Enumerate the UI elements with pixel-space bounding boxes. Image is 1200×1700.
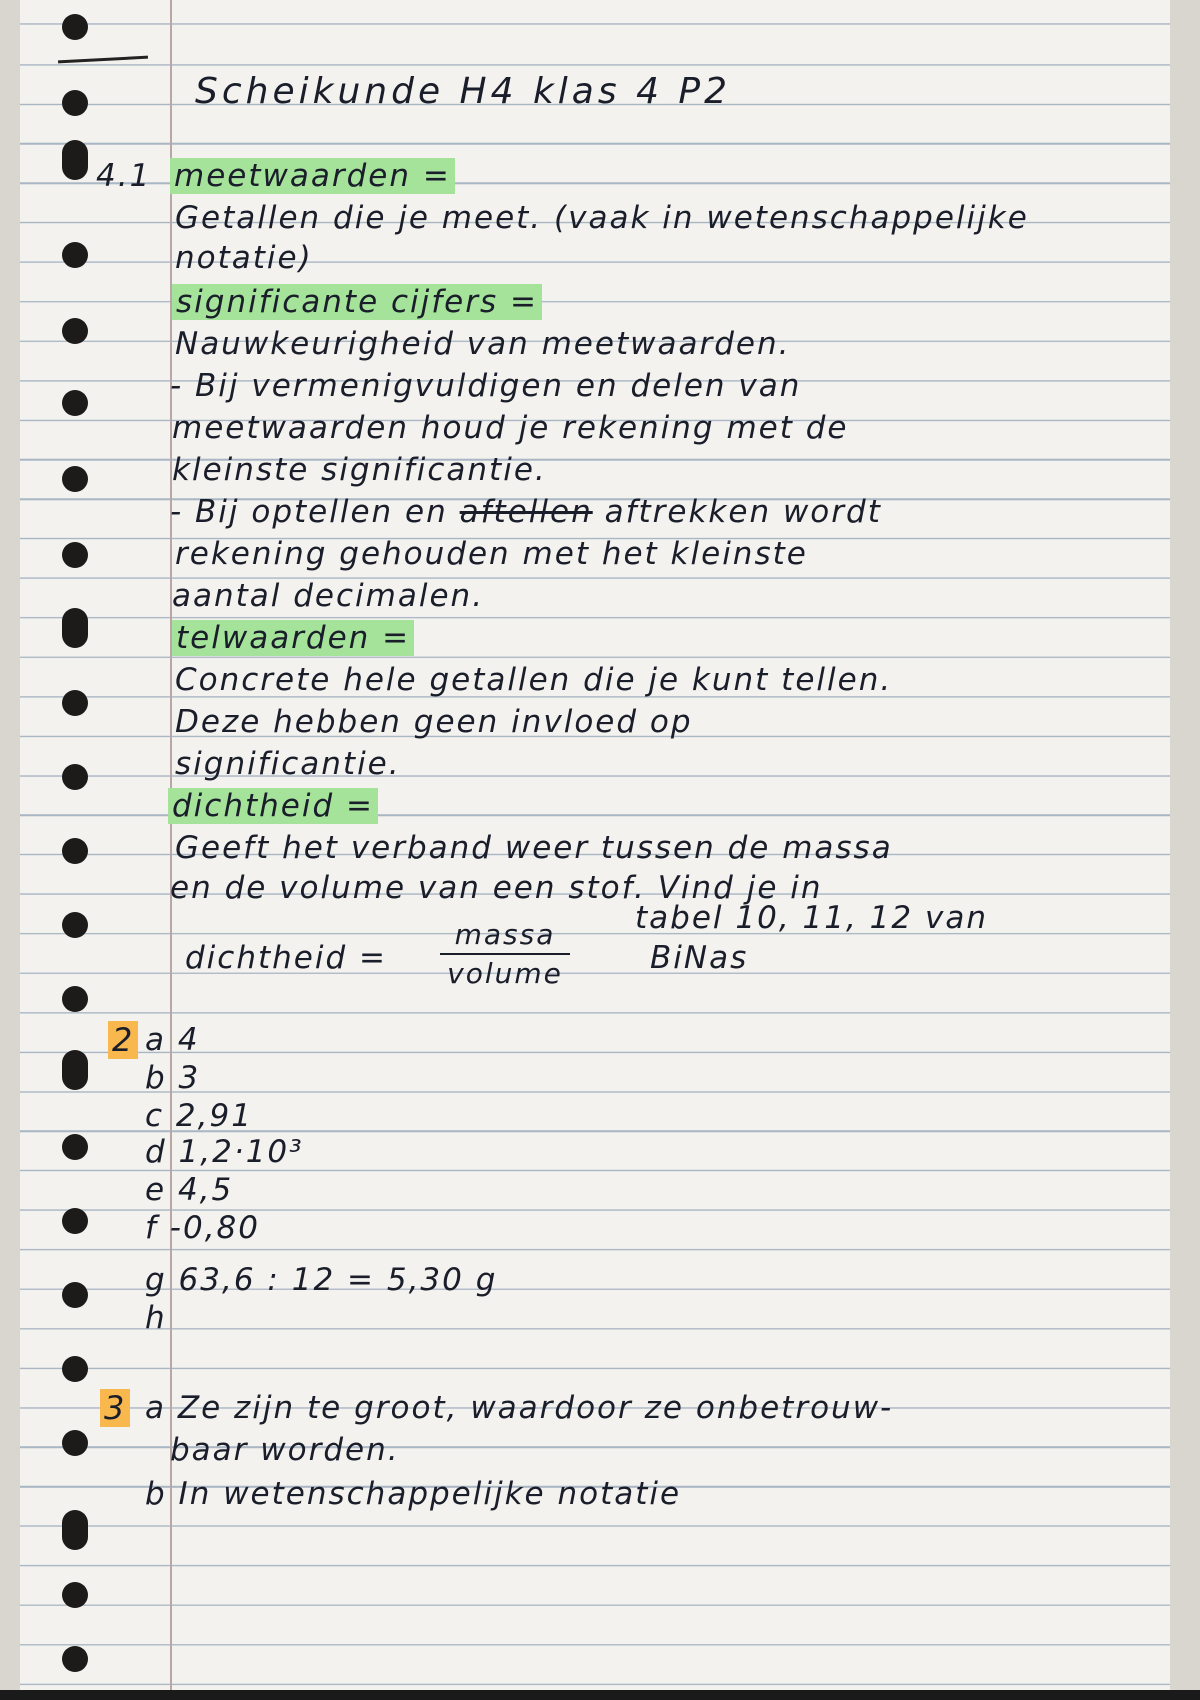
note-line [170,494,882,530]
formula-lhs: dichtheid = [185,940,387,976]
answer-row: baar worden. [170,1432,400,1468]
note-line: en de volume van een stof. Vind je in [170,870,823,906]
binder-hole [62,542,88,568]
heading-dichtheid: dichtheid = [168,788,378,824]
answer-row: e 4,5 [145,1172,234,1208]
binder-hole [62,90,88,116]
answer-row: h [145,1300,167,1336]
note-line: kleinste significantie. [172,452,547,488]
answer-row: c 2,91 [145,1098,253,1134]
answer-row: d 1,2·10³ [145,1134,304,1170]
note-line: notatie) [175,240,313,276]
answer-row: a 4 [145,1022,200,1058]
binder-hole [62,764,88,790]
binder-hole [62,390,88,416]
answer-row: a Ze zijn te groot, waardoor ze onbetrouw- [145,1390,894,1426]
binder-hole [62,1356,88,1382]
note-fragment: - Bij optellen en [170,494,448,530]
density-fraction [440,918,570,990]
note-line: aantal decimalen. [172,578,485,614]
binder-hole [62,140,88,180]
fraction-numerator: massa [454,918,556,951]
notebook-page [20,0,1170,1700]
fraction-bar [440,953,570,955]
note-line: Nauwkeurigheid van meetwaarden. [175,326,791,362]
binder-hole [62,986,88,1012]
note-line: meetwaarden houd je rekening met de [172,410,849,446]
section-number: 4.1 [96,158,152,194]
binder-hole [62,690,88,716]
binder-hole [62,608,88,648]
crossed-out-word: aftellen [459,494,593,530]
binder-hole [62,242,88,268]
page-title: Scheikunde H4 klas 4 P2 [195,71,732,112]
answer-row: g 63,6 : 12 = 5,30 g [145,1262,498,1298]
fraction-denominator: volume [447,957,563,990]
binder-hole [62,1430,88,1456]
binder-hole [62,1510,88,1550]
binder-hole [62,912,88,938]
answer-row: b 3 [145,1060,201,1096]
note-line: rekening gehouden met het kleinste [175,536,808,572]
binder-hole [62,1646,88,1672]
question-2-number: 2 [108,1022,138,1058]
binder-hole [62,318,88,344]
heading-telwaarden: telwaarden = [172,620,414,656]
answer-row: b In wetenschappelijke notatie [145,1476,682,1512]
pen-mark [58,56,148,64]
note-line: Concrete hele getallen die je kunt tellen. [175,662,893,698]
heading-significante-cijfers: significante cijfers = [172,284,542,320]
binder-hole [62,1134,88,1160]
note-line: Getallen die je meet. (vaak in wetenschappelijke [175,200,1029,236]
binder-hole [62,1050,88,1090]
note-line: Geeft het verband weer tussen de massa [175,830,893,866]
binder-hole [62,1582,88,1608]
binder-hole [62,838,88,864]
binas-reference: BiNas [650,940,749,976]
page-bottom-edge [0,1690,1200,1700]
binder-hole [62,466,88,492]
note-fragment: aftrekken wordt [604,494,882,530]
answer-row: f -0,80 [145,1210,260,1246]
binder-hole [62,1208,88,1234]
heading-meetwaarden: meetwaarden = [170,158,455,194]
note-line: tabel 10, 11, 12 van [635,900,988,936]
note-line: - Bij vermenigvuldigen en delen van [170,368,802,404]
question-3-number: 3 [100,1390,130,1426]
binder-hole [62,14,88,40]
note-line: significantie. [175,746,401,782]
binder-hole [62,1282,88,1308]
note-line: Deze hebben geen invloed op [175,704,693,740]
